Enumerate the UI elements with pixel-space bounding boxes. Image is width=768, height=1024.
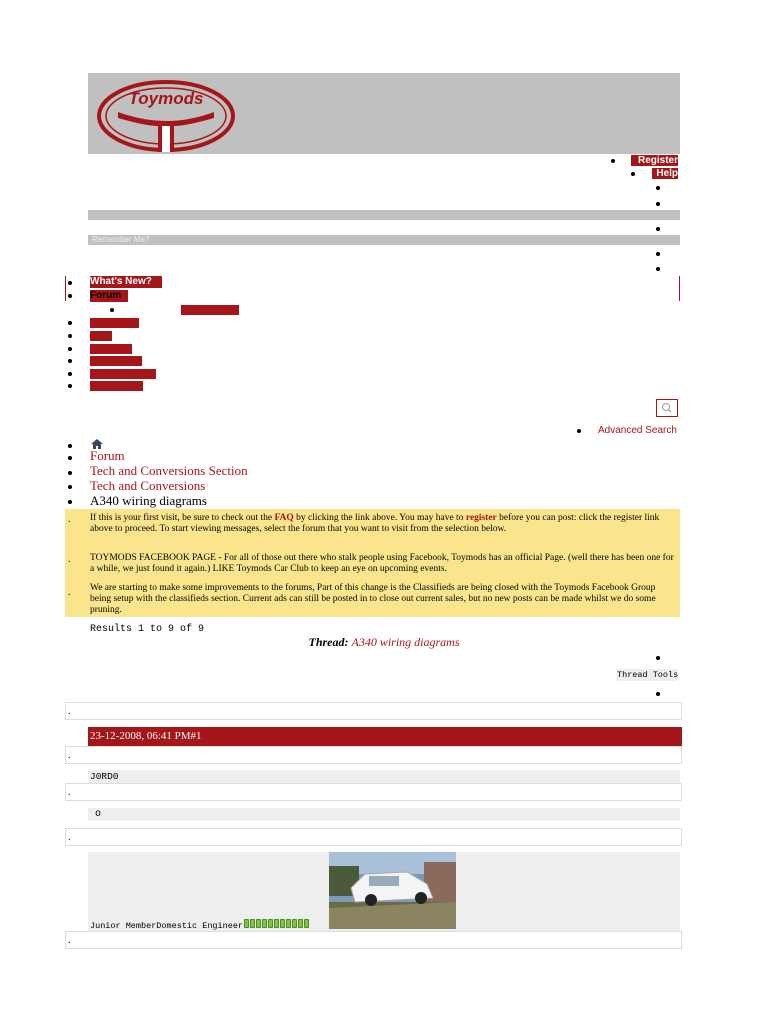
thread-heading <box>0 635 768 649</box>
user-title: Junior MemberDomestic Engineer <box>90 921 244 931</box>
post-row-spacer <box>65 702 682 720</box>
register-link[interactable]: Register <box>631 155 678 166</box>
reputation-segment <box>274 919 279 928</box>
bullet <box>656 227 660 231</box>
online-status: o <box>95 809 102 820</box>
notices-box <box>65 509 680 617</box>
menu-link-6[interactable] <box>90 381 143 391</box>
post-header-bar <box>88 727 682 746</box>
notice-text: If this is your first visit, be sure to check out the <box>90 513 275 523</box>
avatar-photo <box>329 852 456 929</box>
submenu-link[interactable] <box>181 305 239 315</box>
notice-first-visit <box>90 513 675 535</box>
search-icon <box>657 400 677 416</box>
thread-label: Thread: <box>308 635 349 649</box>
bullet <box>68 471 72 475</box>
menu-left-border <box>65 276 66 301</box>
bullet <box>68 456 72 460</box>
reputation-segment <box>286 919 291 928</box>
status-bar <box>88 808 680 821</box>
bullet <box>611 159 615 163</box>
notice-marker: . <box>68 514 71 525</box>
row-marker: . <box>68 750 71 761</box>
notice-text: before you can post: click the register link above to proceed. To start viewing messages, select the forum that you want to visit from the selection below. <box>90 513 660 534</box>
bullet <box>68 444 72 448</box>
reputation-segment <box>250 919 255 928</box>
login-bar[interactable] <box>88 210 680 220</box>
bullet <box>68 384 72 388</box>
faq-link[interactable]: FAQ <box>274 513 294 523</box>
bullet <box>110 308 114 312</box>
forum-tab[interactable]: Forum <box>90 290 128 302</box>
post-number[interactable]: #1 <box>190 730 202 742</box>
reputation-segment <box>268 919 273 928</box>
bullet <box>631 172 635 176</box>
thread-tools-button[interactable]: Thread Tools <box>617 670 679 680</box>
reputation-segment <box>262 919 267 928</box>
bullet <box>68 500 72 504</box>
notice-classifieds: We are starting to make some improvements to the forums, Part of this change is the Classifieds are being closed with the Toymods Facebook Group being setup with the classifieds section. Current ads can still be posted in to close out current sales, but no new posts can be made whilst we do some pruning. <box>90 583 656 615</box>
register-inline-link[interactable]: register <box>465 513 497 523</box>
notice-marker: . <box>68 587 71 598</box>
results-count: Results 1 to 9 of 9 <box>90 624 205 635</box>
post-row-spacer <box>65 828 682 846</box>
bullet <box>656 186 660 190</box>
bullet <box>68 347 72 351</box>
notice-marker: . <box>68 554 71 565</box>
reputation-segment <box>244 919 249 928</box>
row-marker: . <box>68 706 71 717</box>
reputation-segment <box>292 919 297 928</box>
user-info-panel <box>88 852 680 931</box>
logo-text: Toymods <box>128 89 204 108</box>
post-date: 23-12-2008, 06:41 PM <box>90 730 191 742</box>
menu-link-1[interactable] <box>90 318 139 328</box>
username-bar <box>88 770 680 783</box>
breadcrumb-current: A340 wiring diagrams <box>90 493 207 508</box>
bullet <box>68 281 72 285</box>
menu-link-3[interactable] <box>90 344 132 354</box>
menu-link-5[interactable] <box>90 369 156 379</box>
reputation-segment <box>280 919 285 928</box>
breadcrumb <box>65 438 465 510</box>
bullet <box>68 359 72 363</box>
bullet <box>68 294 72 298</box>
reputation-segment <box>256 919 261 928</box>
site-logo[interactable] <box>96 78 236 154</box>
remember-me-label: Remember Me? <box>92 235 150 244</box>
user-avatar[interactable] <box>329 852 456 929</box>
post-row-spacer <box>65 783 682 801</box>
post-row-spacer <box>65 746 682 764</box>
bullet <box>68 372 72 376</box>
bullet <box>577 429 581 433</box>
post-username[interactable]: J0RD0 <box>90 771 119 782</box>
bullet <box>68 334 72 338</box>
menu-link-4[interactable] <box>90 356 142 366</box>
bullet <box>68 321 72 325</box>
breadcrumb-subforum[interactable]: Tech and Conversions <box>90 478 206 493</box>
row-marker: . <box>68 787 71 798</box>
bullet <box>656 692 660 696</box>
reputation-segment <box>298 919 303 928</box>
thread-title[interactable]: A340 wiring diagrams <box>351 635 460 649</box>
remember-me-bar[interactable] <box>88 235 680 245</box>
bullet <box>656 202 660 206</box>
advanced-search-link[interactable]: Advanced Search <box>598 425 677 436</box>
reputation-bar <box>244 921 310 931</box>
breadcrumb-section[interactable]: Tech and Conversions Section <box>90 463 248 478</box>
bullet <box>68 485 72 489</box>
search-button[interactable] <box>656 399 678 417</box>
menu-link-2[interactable] <box>90 331 112 341</box>
bullet <box>656 252 660 256</box>
help-link[interactable]: Help <box>652 168 678 179</box>
reputation-segment <box>304 919 309 928</box>
notice-text: by clicking the link above. You may have to <box>293 513 466 523</box>
post-row-spacer <box>65 931 682 949</box>
breadcrumb-forum[interactable]: Forum <box>90 448 125 463</box>
bullet <box>656 267 660 271</box>
notice-facebook: TOYMODS FACEBOOK PAGE - For all of those out there who stalk people using Facebook, Toymods has an official Page. (well there has been one for a while, we just found it again.) LIKE Toymods Car Club to keep an eye on upcoming events. <box>90 553 674 574</box>
whats-new-tab[interactable]: What's New? <box>90 276 162 288</box>
bullet <box>656 656 660 660</box>
menu-right-border <box>679 276 680 301</box>
row-marker: . <box>68 935 71 946</box>
row-marker: . <box>68 832 71 843</box>
